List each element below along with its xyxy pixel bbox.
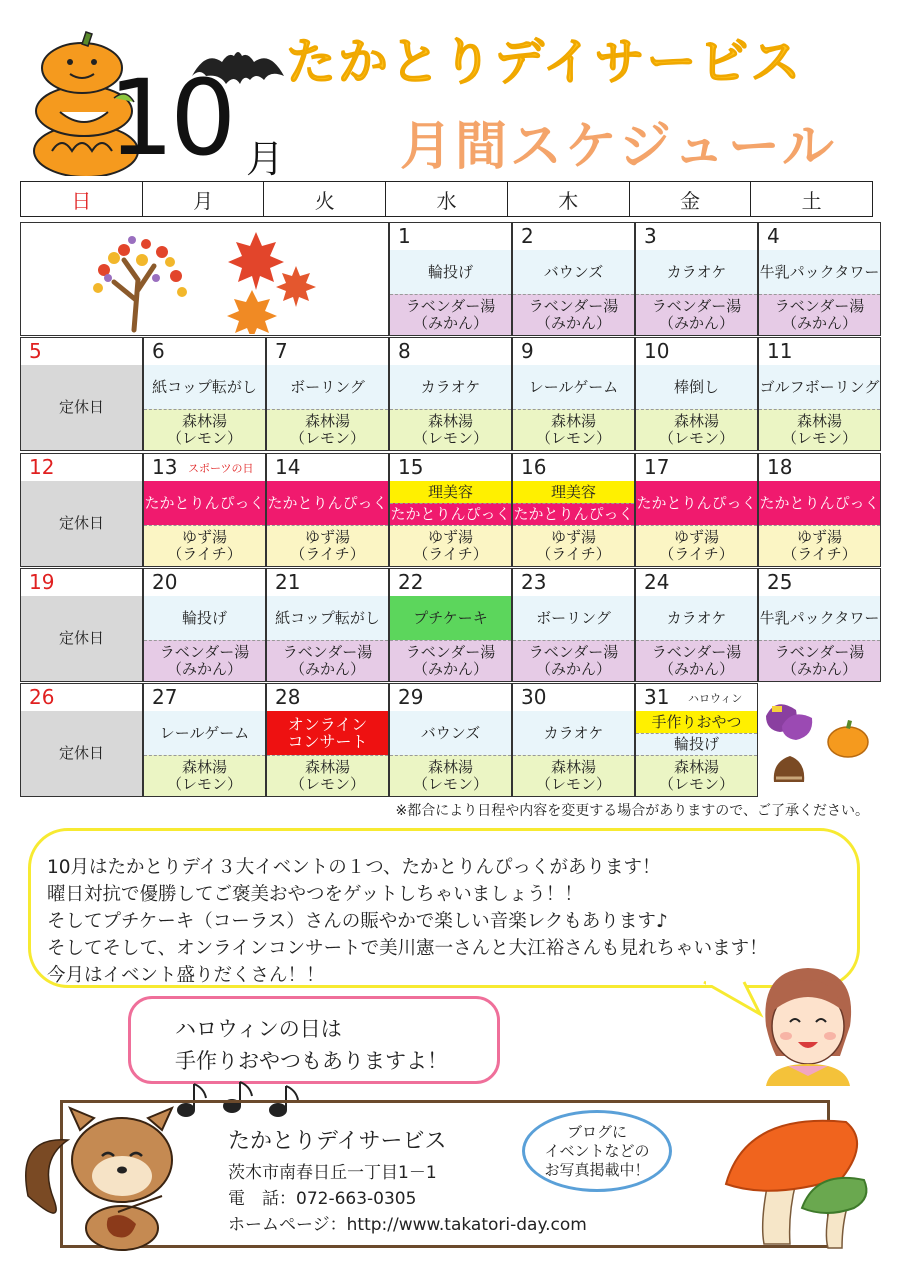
facility-title: たかとりデイサービス — [286, 33, 803, 91]
activity-label: たかとりんぴっく — [390, 505, 511, 523]
activity-label: バウンズ — [513, 250, 634, 294]
autumn-tree-icon — [84, 230, 194, 334]
bath-fruit: （みかん） — [658, 314, 734, 332]
day-number: 6 — [152, 339, 165, 363]
day-cell — [266, 683, 389, 797]
activity-label: カラオケ — [390, 365, 511, 409]
day-number: 9 — [521, 339, 534, 363]
bath-name: ゆず湯 — [427, 528, 473, 546]
day-number: 27 — [152, 685, 178, 709]
activity-label: 牛乳パックタワー — [759, 596, 880, 640]
bath-fruit: （レモン） — [658, 775, 734, 793]
activity-label: 棒倒し — [636, 365, 757, 409]
day-cell — [143, 337, 266, 451]
footer-name: たかとりデイサービス — [228, 1129, 447, 1154]
bath-info — [267, 640, 388, 681]
bath-fruit: （ライチ） — [167, 545, 242, 563]
bath-info — [390, 640, 511, 681]
bath-name: ラベンダー湯 — [651, 297, 742, 315]
bath-info — [636, 640, 757, 681]
bath-name: 森林湯 — [550, 758, 596, 776]
weekday-header — [20, 181, 873, 217]
bath-fruit: （ライチ） — [659, 545, 734, 563]
day-cell — [512, 683, 635, 797]
bath-name: ゆず湯 — [550, 528, 596, 546]
halloween-bubble — [128, 996, 500, 1084]
message-line: そしてそして、オンラインコンサートで美川憲一さんと大江裕さんも見れちゃいます！ — [47, 938, 768, 959]
bath-name: ラベンダー湯 — [159, 643, 250, 661]
day-cell — [512, 222, 635, 336]
day-number: 29 — [398, 685, 424, 709]
day-number: 23 — [521, 570, 547, 594]
day-cell — [266, 337, 389, 451]
closed-day-label: 定休日 — [21, 365, 142, 450]
blog-line: お写真掲載中！ — [544, 1160, 650, 1179]
activity-label: カラオケ — [636, 250, 757, 294]
day-cell — [635, 453, 758, 567]
bath-info — [636, 294, 757, 335]
bath-name: 森林湯 — [304, 412, 350, 430]
footer-address: 茨木市南春日丘一丁目1－1 — [228, 1163, 437, 1183]
mushroom-icon — [718, 1112, 878, 1252]
day-number: 16 — [521, 455, 547, 479]
bath-name: 森林湯 — [427, 758, 473, 776]
bath-name: 森林湯 — [304, 758, 350, 776]
activity-label: 紙コップ転がし — [144, 365, 265, 409]
activity-label: たかとりんぴっく — [144, 481, 265, 525]
day-cell-sunday — [20, 337, 143, 451]
closed-day-label: 定休日 — [21, 711, 142, 796]
weekday-sat: 土 — [801, 188, 822, 213]
closed-day-label: 定休日 — [21, 481, 142, 566]
message-bubble — [28, 828, 860, 988]
day-cell — [512, 568, 635, 682]
day-cell — [635, 568, 758, 682]
bath-fruit: （ライチ） — [536, 545, 611, 563]
bath-name: ラベンダー湯 — [528, 643, 619, 661]
day-cell-sunday — [20, 568, 143, 682]
bath-name: ゆず湯 — [673, 528, 719, 546]
special-event-label: 手作りおやつ — [636, 711, 757, 733]
bath-name: ラベンダー湯 — [405, 643, 496, 661]
day-cell-sunday — [20, 222, 389, 336]
day-number: 8 — [398, 339, 411, 363]
day-number: 28 — [275, 685, 301, 709]
bath-info — [759, 294, 880, 335]
squirrel-violin-icon — [22, 1100, 192, 1252]
day-number: 17 — [644, 455, 670, 479]
bath-fruit: （レモン） — [658, 429, 734, 447]
bath-info — [390, 525, 511, 566]
bath-info — [267, 525, 388, 566]
weekday-fri: 金 — [630, 182, 752, 216]
weekday-wed: 水 — [386, 182, 508, 216]
day-number: 30 — [521, 685, 547, 709]
bath-info — [759, 525, 880, 566]
bath-name: 森林湯 — [673, 412, 719, 430]
bath-name: 森林湯 — [673, 758, 719, 776]
bath-fruit: （みかん） — [412, 314, 488, 332]
day-cell — [758, 222, 881, 336]
day-number: 3 — [644, 224, 657, 248]
day-cell — [389, 337, 512, 451]
staff-woman-icon — [752, 962, 862, 1086]
weekday-tue: 火 — [264, 182, 386, 216]
bath-info — [144, 640, 265, 681]
bath-info — [267, 409, 388, 450]
holiday-label: スポーツの日 — [188, 462, 254, 475]
bath-info — [759, 409, 880, 450]
message-line: そしてプチケーキ（コーラス）さんの賑やかで楽しい音楽レクもあります♪ — [47, 911, 668, 932]
bath-info — [636, 755, 757, 796]
day-number: 13 — [152, 455, 178, 479]
blog-line: ブログに — [566, 1122, 627, 1141]
bath-info — [513, 755, 634, 796]
special-event-label: 理美容 — [513, 481, 634, 503]
bath-fruit: （レモン） — [412, 429, 488, 447]
activity-label: たかとりんぴっく — [267, 481, 388, 525]
activity-label: プチケーキ — [390, 596, 511, 640]
day-cell — [266, 453, 389, 567]
day-number: 4 — [767, 224, 780, 248]
day-cell — [389, 568, 512, 682]
bath-name: ラベンダー湯 — [774, 643, 865, 661]
bath-name: ラベンダー湯 — [774, 297, 865, 315]
day-cell — [758, 337, 881, 451]
bath-info — [513, 409, 634, 450]
blog-line: イベントなどの — [544, 1141, 650, 1160]
day-number: 5 — [29, 339, 42, 363]
message-line: 曜日対抗で優勝してご褒美おやつをゲットしちゃいましょう！！ — [47, 884, 583, 905]
halloween-line: 手作りおやつもありますよ！ — [175, 1049, 448, 1073]
halloween-line: ハロウィンの日は — [175, 1017, 342, 1041]
day-cell — [143, 568, 266, 682]
bath-info — [144, 755, 265, 796]
day-number: 20 — [152, 570, 178, 594]
bath-fruit: （レモン） — [289, 775, 365, 793]
month-number: 10 — [108, 57, 233, 179]
activity-label: たかとりんぴっく — [759, 481, 880, 525]
bath-fruit: （レモン） — [289, 429, 365, 447]
bath-fruit: （レモン） — [535, 429, 611, 447]
activity-label: ボーリング — [513, 596, 634, 640]
day-cell — [635, 683, 758, 797]
weekday-thu: 木 — [508, 182, 630, 216]
day-number: 10 — [644, 339, 670, 363]
bath-name: 森林湯 — [796, 412, 842, 430]
footer-phone: 電 話：072-663-0305 — [228, 1189, 417, 1209]
bath-fruit: （レモン） — [412, 775, 488, 793]
activity-label: バウンズ — [390, 711, 511, 755]
day-cell — [635, 222, 758, 336]
day-number: 22 — [398, 570, 424, 594]
day-number: 21 — [275, 570, 301, 594]
day-cell — [266, 568, 389, 682]
activity-label: 輪投げ — [144, 596, 265, 640]
bath-name: ラベンダー湯 — [528, 297, 619, 315]
day-number: 7 — [275, 339, 288, 363]
special-event-label: 理美容 — [390, 481, 511, 503]
bath-name: ラベンダー湯 — [282, 643, 373, 661]
day-cell — [143, 453, 266, 567]
bath-info — [636, 525, 757, 566]
bath-fruit: （みかん） — [535, 314, 611, 332]
bath-name: ラベンダー湯 — [651, 643, 742, 661]
activity-label: たかとりんぴっく — [636, 481, 757, 525]
bath-info — [267, 755, 388, 796]
activity-label: 輪投げ — [636, 733, 757, 755]
bath-info — [759, 640, 880, 681]
bath-info — [144, 409, 265, 450]
footer-homepage[interactable]: ホームページ：http://www.takatori-day.com — [228, 1215, 587, 1235]
bath-fruit: （ライチ） — [782, 545, 857, 563]
schedule-title: 月間スケジュール — [400, 117, 837, 177]
activity-label: オンライン コンサート — [267, 711, 388, 755]
bath-name: ラベンダー湯 — [405, 297, 496, 315]
day-number: 12 — [29, 455, 55, 479]
day-number: 31 — [644, 685, 670, 709]
bath-info — [513, 294, 634, 335]
closed-day-label: 定休日 — [21, 596, 142, 681]
day-number: 14 — [275, 455, 301, 479]
bath-fruit: （レモン） — [535, 775, 611, 793]
day-cell — [389, 222, 512, 336]
weekday-mon: 月 — [143, 182, 265, 216]
day-number: 19 — [29, 570, 55, 594]
day-number: 1 — [398, 224, 411, 248]
day-cell — [143, 683, 266, 797]
day-number: 15 — [398, 455, 424, 479]
bath-info — [144, 525, 265, 566]
message-line: 10月はたかとりデイ３大イベントの１つ、たかとりんぴっくがあります！ — [47, 857, 661, 878]
day-cell — [512, 337, 635, 451]
bath-name: ゆず湯 — [796, 528, 842, 546]
activity-label: レールゲーム — [144, 711, 265, 755]
schedule-notice: ※都合により日程や内容を変更する場合がありますので、ご了承ください。 — [395, 803, 869, 819]
activity-label: ゴルフボーリング — [759, 365, 880, 409]
bath-fruit: （みかん） — [289, 660, 365, 678]
bath-info — [636, 409, 757, 450]
bath-fruit: （みかん） — [658, 660, 734, 678]
bath-fruit: （ライチ） — [290, 545, 365, 563]
activity-label: カラオケ — [636, 596, 757, 640]
bath-name: 森林湯 — [427, 412, 473, 430]
bath-fruit: （ライチ） — [413, 545, 488, 563]
bath-info — [513, 640, 634, 681]
weekday-sun: 日 — [21, 182, 143, 216]
bath-name: ゆず湯 — [181, 528, 227, 546]
day-cell-sunday — [20, 453, 143, 567]
bath-info — [513, 525, 634, 566]
holiday-label: ハロウィン — [688, 692, 743, 705]
bath-info — [390, 409, 511, 450]
bath-name: 森林湯 — [550, 412, 596, 430]
activity-label: ボーリング — [267, 365, 388, 409]
message-line: 今月はイベント盛りだくさん！！ — [47, 965, 325, 986]
day-cell — [389, 453, 512, 567]
day-number: 26 — [29, 685, 55, 709]
activity-label: たかとりんぴっく — [513, 505, 634, 523]
day-number: 11 — [767, 339, 793, 363]
activity-label: 牛乳パックタワー — [759, 250, 880, 294]
bath-fruit: （みかん） — [781, 660, 857, 678]
bath-fruit: （みかん） — [166, 660, 242, 678]
day-cell — [389, 683, 512, 797]
maple-leaves-icon — [222, 226, 322, 334]
activity-label: 輪投げ — [390, 250, 511, 294]
day-cell — [512, 453, 635, 567]
bath-info — [390, 294, 511, 335]
bath-fruit: （みかん） — [412, 660, 488, 678]
day-number: 25 — [767, 570, 793, 594]
bath-fruit: （レモン） — [781, 429, 857, 447]
bath-fruit: （みかん） — [781, 314, 857, 332]
bath-name: 森林湯 — [181, 412, 227, 430]
activity-label: レールゲーム — [513, 365, 634, 409]
day-number: 24 — [644, 570, 670, 594]
bath-name: 森林湯 — [181, 758, 227, 776]
bath-info — [390, 755, 511, 796]
activity-label: カラオケ — [513, 711, 634, 755]
autumn-food-icon — [760, 690, 870, 790]
blog-bubble — [522, 1110, 672, 1192]
day-cell — [758, 453, 881, 567]
activity-label: 紙コップ転がし — [267, 596, 388, 640]
day-number: 2 — [521, 224, 534, 248]
bath-fruit: （レモン） — [166, 429, 242, 447]
day-cell — [758, 568, 881, 682]
month-kanji: 月 — [246, 137, 285, 181]
bath-fruit: （レモン） — [166, 775, 242, 793]
day-number: 18 — [767, 455, 793, 479]
bath-fruit: （みかん） — [535, 660, 611, 678]
bath-name: ゆず湯 — [304, 528, 350, 546]
day-cell-sunday — [20, 683, 143, 797]
day-cell — [635, 337, 758, 451]
